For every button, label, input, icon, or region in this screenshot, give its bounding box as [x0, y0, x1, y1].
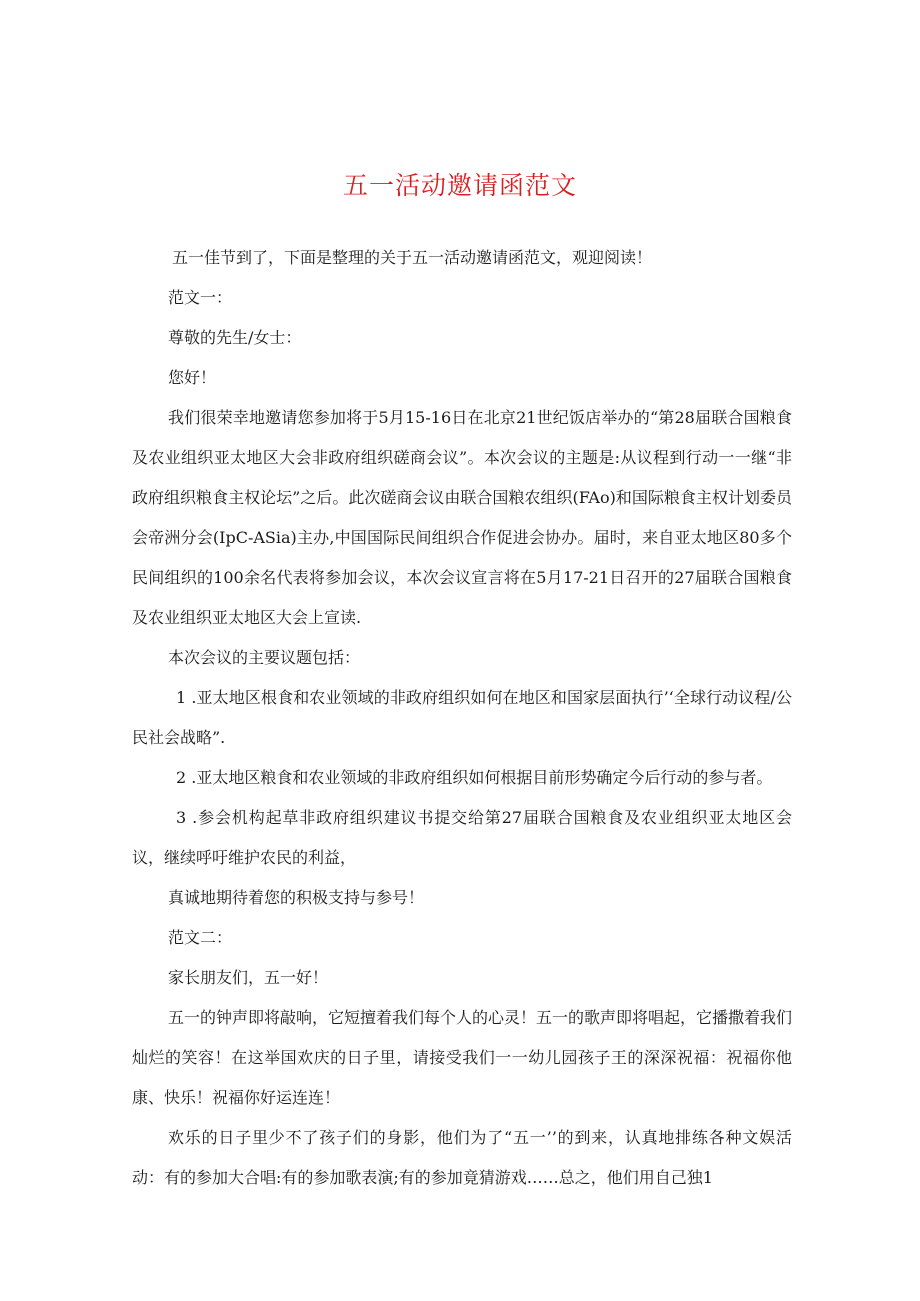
closing-line: 真诚地期待着您的积极支持与参号！ [168, 888, 425, 907]
topic-item-2: 2 .亚太地区粮食和农业领域的非政府组织如何根据目前形势确定今后行动的参与者。 [176, 768, 773, 787]
document-title: 五一活动邀请函范文 [342, 171, 577, 200]
sample-two-heading: 范文二： [168, 928, 233, 947]
sample-one-heading: 范文一： [168, 288, 233, 307]
greeting: 您好！ [168, 368, 217, 387]
invitation-paragraph: 我们很荣幸地邀请您参加将于5月15-16日在北京21世纪饭店举办的“第28届联合国粮食及农业组织亚太地区大会非政府组织磋商会议”。本次会议的主题是:从议程到行动一一继“非政府组织粮食主权论坛”之后。此次磋商会议由联合国粮农组织(FAo)和国际粮食主权计划委员会帝洲分会(IpC-ASia)主办,中国国际民间组织合作促进会协办。届时，来自亚太地区80多个民间组织的100余名代表将参加会议，本次会议宣言将在5月17-21日召开的27届联合国粮食及农业组织亚太地区大会上宣读. [132, 408, 792, 627]
activities-paragraph: 欢乐的日子里少不了孩子们的身影，他们为了“五一’’的到来，认真地排练各种文娱活动：有的参加大合唱:有的参加歌表演;有的参加竟猜游戏……总之，他们用自己独1 [132, 1128, 792, 1187]
blessing-paragraph: 五一的钟声即将敲响，它短擅着我们每个人的心灵！五一的歌声即将唱起，它播撒着我们灿烂的笑容！在这举国欢庆的日子里，请接受我们一一幼儿园孩子王的深深祝福：祝福你他康、快乐！祝福你好运连连！ [132, 1008, 793, 1107]
topic-item-3: 3 .参会机构起草非政府组织建议书提交给第27届联合国粮食及农业组织亚太地区会议，继续呼吁维护农民的利益， [132, 808, 792, 867]
parents-greeting: 家长朋友们，五一好！ [168, 968, 329, 987]
document-body [132, 238, 792, 1198]
intro-paragraph: 五一佳节到了，下面是整理的关于五一活动邀请函范文，观迎阅读！ [172, 248, 653, 267]
salutation: 尊敬的先生/女士： [168, 328, 302, 347]
topic-item-1: 1 .亚太地区根食和农业领域的非政府组织如何在地区和国家层面执行’‘全球行动议程/公民社会战略”. [132, 688, 792, 747]
topics-heading: 本次会议的主要议题包括： [168, 648, 361, 667]
